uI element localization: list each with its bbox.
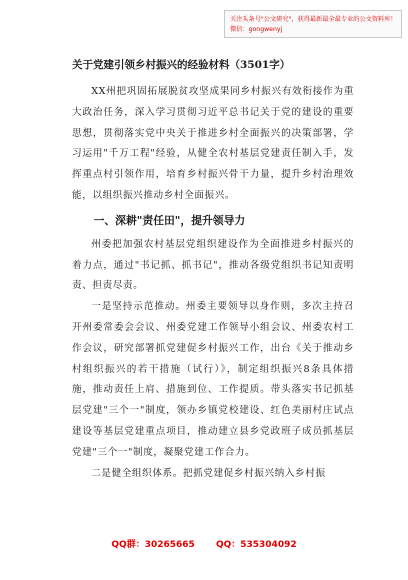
promo-banner: [224, 10, 402, 38]
section-heading: 一、深耕"责任田"，提升领导力: [93, 213, 246, 227]
section-paragraph-3: 二是健全组织体系。把抓党建促乡村振兴纳入乡村振: [91, 467, 326, 479]
promo-banner-line1: 关注头条号"公文研究"，获得最新最全最专业的公文资料库！: [230, 16, 397, 23]
document-body: [72, 59, 354, 484]
promo-banner-line2: 微信：gongwenyj: [230, 25, 283, 33]
section-paragraph-1: 州委把加强农村基层党组织建设作为全面推进乡村振兴的着力点，通过"书记抓、抓书记"，推动各级党组织书记知责明责、担责尽责。: [72, 238, 354, 292]
contact-footer: [0, 537, 408, 550]
section-paragraph-2: 一是坚持示范推动。州委主要领导以身作则，多次主持召开州委常委会会议、州委党建工作领导小组会议、州委农村工作会议，研究部署抓党建促乡村振兴工作，出台《关于推动乡村组织振兴的若干措施（试行）》，制定组织振兴8条具体措施，推动责任上肩、措施到位、工作提质。带头落实书记抓基层党建"三个一"制度，领办乡镇党校建设、红色美丽村庄试点建设等基层党建重点项目，推动建立县乡党政班子成员抓基层党建"三个一"制度，凝聚党建工作合力。: [72, 301, 354, 458]
qq-number-text: QQ：535304092: [215, 540, 297, 550]
intro-paragraph: XX州把巩固拓展脱贫攻坚成果同乡村振兴有效衔接作为重大政治任务，深入学习贯彻习近平总书记关于党的建设的重要思想，贯彻落实党中央关于推进乡村全面振兴的决策部署，学习运用"千万工程"经验，从健全农村基层党建责任制入手，发挥重点村引领作用，培育乡村振兴骨干力量，提升乡村治理效能，以组织振兴推动乡村全面振兴。: [72, 86, 354, 201]
document-title: 关于党建引领乡村振兴的经验材料（3501字）: [72, 59, 291, 71]
qq-group-text: QQ群：30265665: [111, 540, 195, 550]
